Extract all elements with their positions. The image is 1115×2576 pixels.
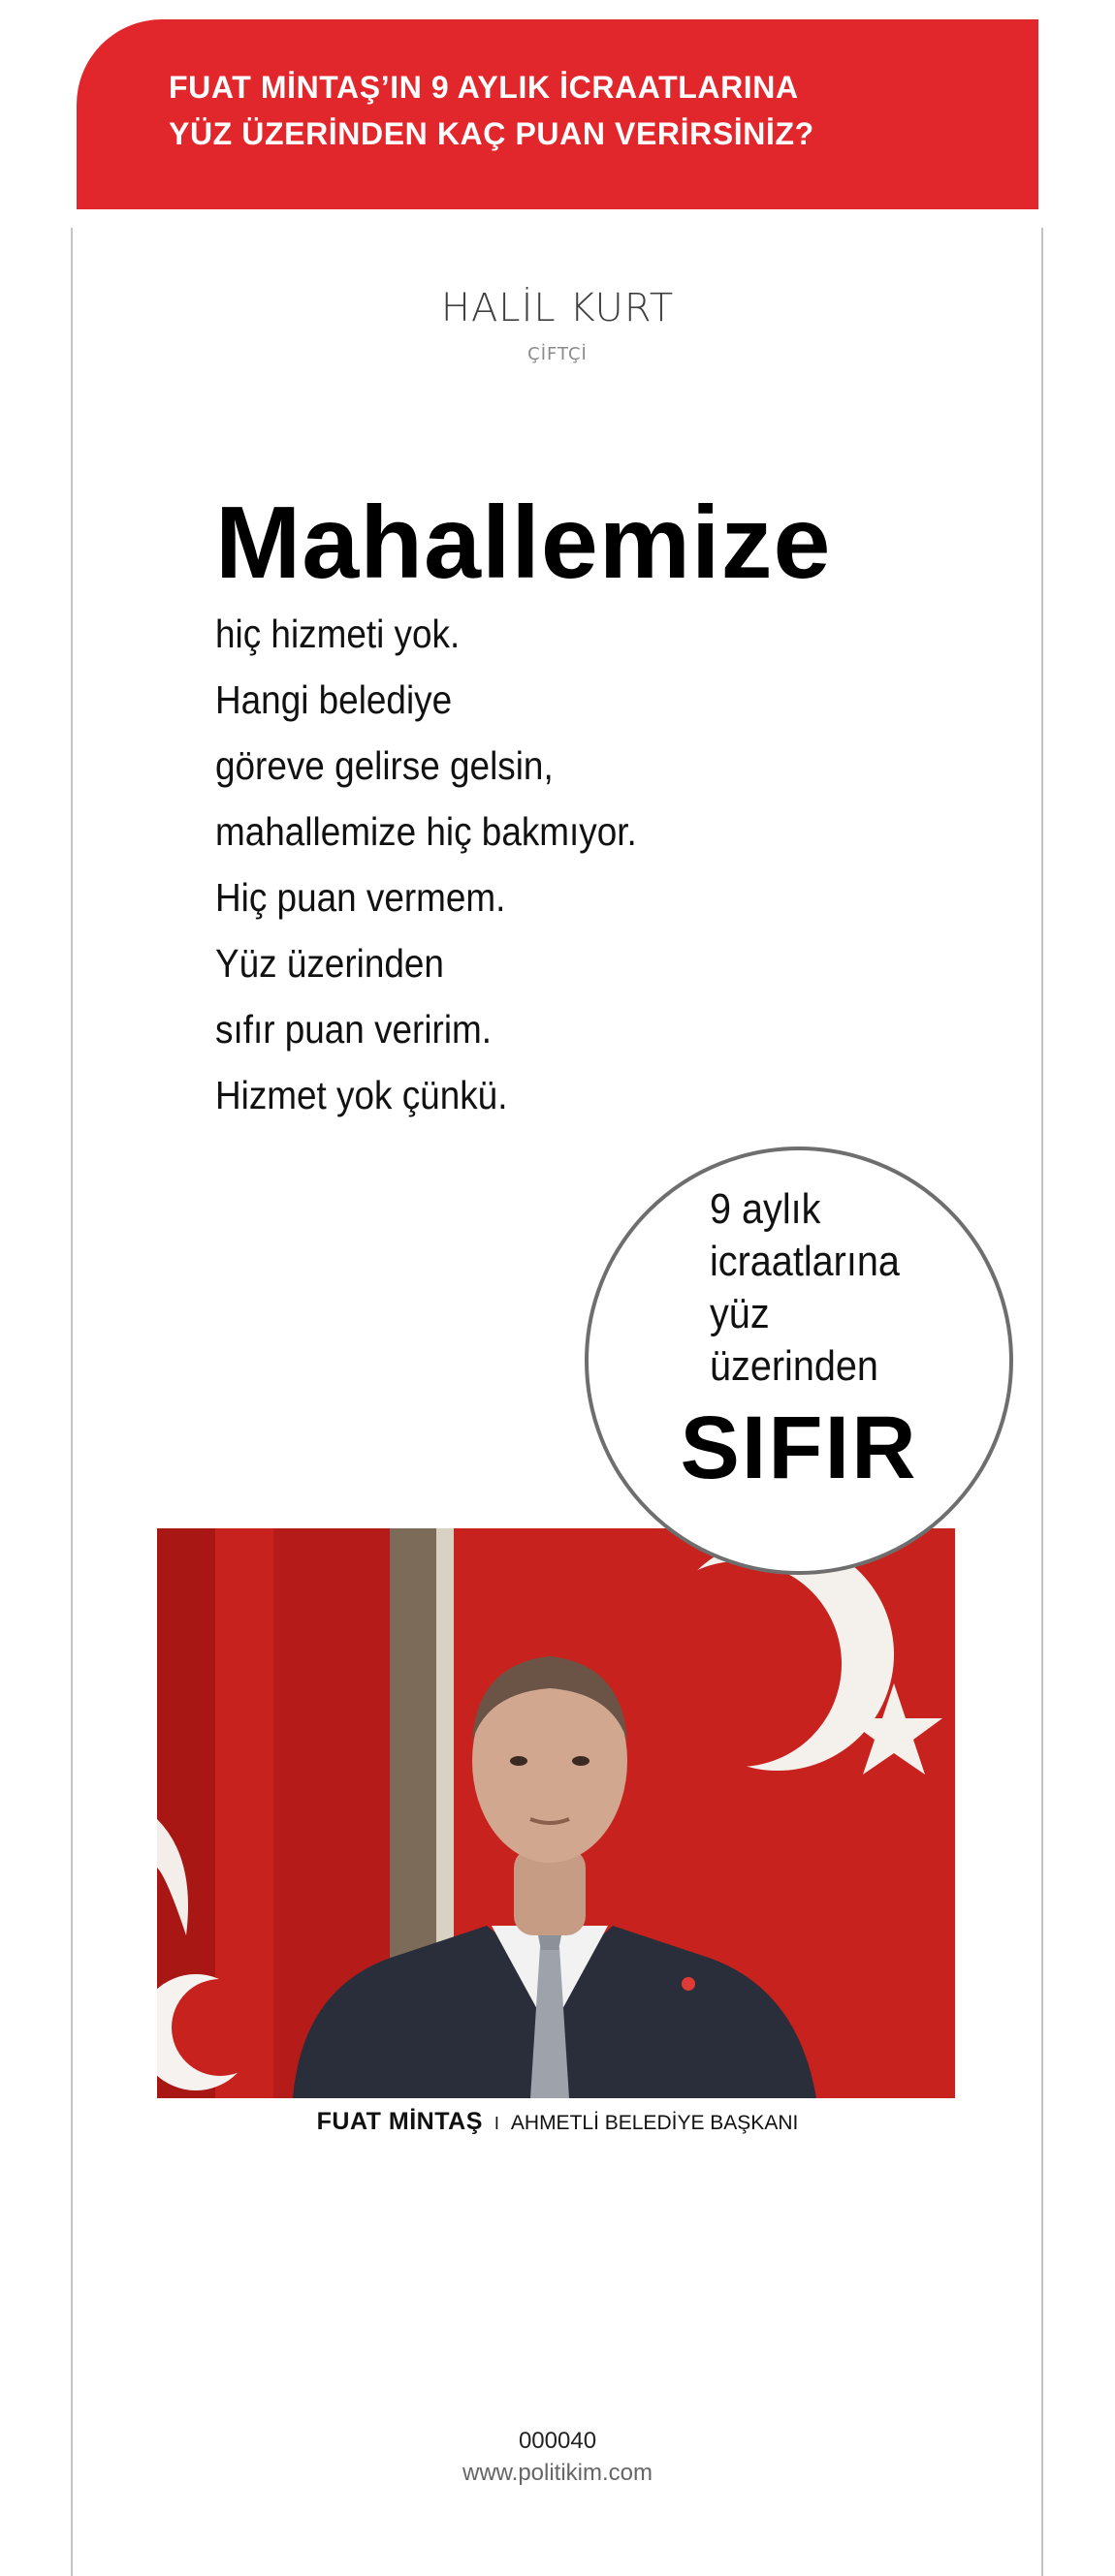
reference-code: 000040: [518, 2428, 597, 2454]
badge-line: icraatlarına: [710, 1238, 900, 1285]
respondent-occupation: ÇİFTÇİ: [527, 344, 588, 364]
mayor-portrait-photo: [157, 1528, 955, 2098]
quote-line: göreve gelirse gelsin,: [215, 743, 554, 788]
badge-score-word: SIFIR: [680, 1398, 918, 1497]
caption-title: AHMETLİ BELEDİYE BAŞKANI: [510, 2112, 799, 2134]
badge-line: yüz: [710, 1290, 770, 1337]
quote-line: Hangi belediye: [215, 677, 453, 722]
quote-body: [215, 601, 684, 1128]
quote-line: hiç hizmeti yok.: [215, 612, 461, 656]
quote-line: Yüz üzerinden: [215, 941, 444, 986]
frame-right-border: [1041, 228, 1043, 2576]
score-badge: [585, 1147, 1013, 1575]
caption-name: FUAT MİNTAŞ: [316, 2108, 483, 2135]
quote-line: Hiç puan vermem.: [215, 875, 506, 920]
quote-line: mahallemize hiç bakmıyor.: [215, 809, 637, 854]
quote-headline: Mahallemize: [215, 486, 832, 600]
banner-line-2: YÜZ ÜZERİNDEN KAÇ PUAN VERİRSİNİZ?: [169, 116, 814, 151]
quote-line: Hizmet yok çünkü.: [215, 1073, 508, 1117]
badge-line: 9 aylık: [710, 1185, 821, 1233]
frame-left-border: [71, 228, 73, 2576]
question-banner: [77, 19, 1038, 209]
badge-line: üzerinden: [710, 1342, 878, 1390]
banner-line-1: FUAT MİNTAŞ’IN 9 AYLIK İCRAATLARINA: [169, 70, 799, 105]
website-link[interactable]: www.politikim.com: [462, 2460, 653, 2486]
badge-caption: [710, 1183, 921, 1393]
photo-caption: [0, 2108, 1115, 2136]
respondent-name: HALİL KURT: [440, 286, 675, 330]
caption-separator: I: [494, 2114, 499, 2133]
quote-line: sıfır puan veririm.: [215, 1007, 493, 1052]
